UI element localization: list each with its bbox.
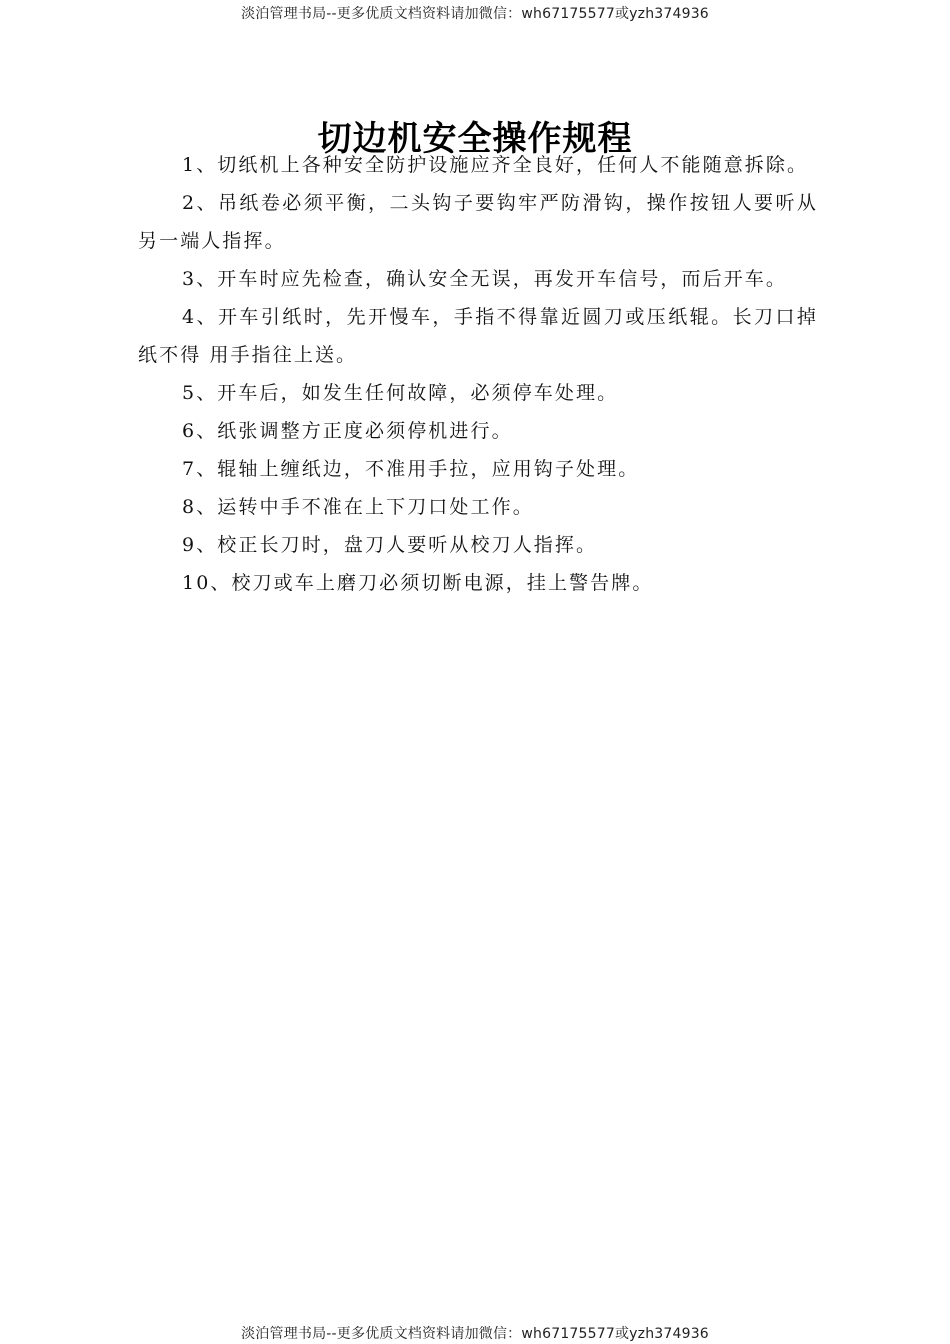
clause-4: 4、开车引纸时，先开慢车，手指不得靠近圆刀或压纸辊。长刀口掉纸不得 用手指往上送。 [138,306,818,366]
clause-2: 2、吊纸卷必须平衡，二头钩子要钩牢严防滑钩，操作按钮人要听从另一端人指挥。 [138,192,818,252]
clause-9: 9、校正长刀时，盘刀人要听从校刀人指挥。 [182,534,598,556]
document-body [138,146,818,602]
page-header-watermark: 淡泊管理书局--更多优质文档资料请加微信：wh67175577或yzh374936 [241,6,709,22]
clause-7: 7、辊轴上缠纸边，不准用手拉，应用钩子处理。 [182,458,640,480]
clause-8: 8、运转中手不准在上下刀口处工作。 [182,496,534,518]
page-footer-watermark: 淡泊管理书局--更多优质文档资料请加微信：wh67175577或yzh374936 [241,1326,709,1342]
clause-1: 1、切纸机上各种安全防护设施应齐全良好，任何人不能随意拆除。 [182,154,809,176]
clause-3: 3、开车时应先检查，确认安全无误，再发开车信号，而后开车。 [182,268,787,290]
clause-5: 5、开车后，如发生任何故障，必须停车处理。 [182,382,619,404]
clause-6: 6、纸张调整方正度必须停机进行。 [182,420,513,442]
clause-10: 10、校刀或车上磨刀必须切断电源，挂上警告牌。 [182,572,654,594]
document-title: 切边机安全操作规程 [317,118,633,159]
